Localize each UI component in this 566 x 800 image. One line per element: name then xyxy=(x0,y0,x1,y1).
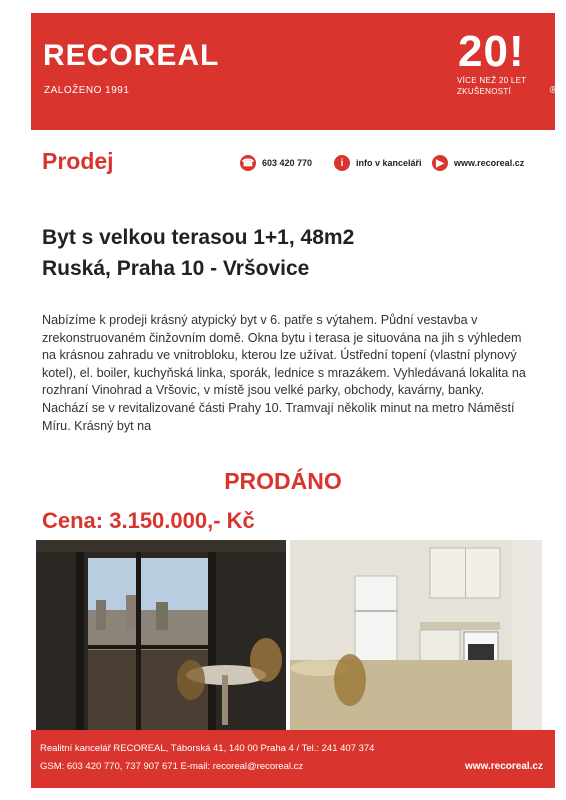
info-icon: i xyxy=(334,155,350,171)
experience-line1: VÍCE NEŽ 20 LET xyxy=(457,76,527,85)
footer-contacts: GSM: 603 420 770, 737 907 671 E-mail: recoreal@recoreal.cz xyxy=(40,761,304,772)
listing-title xyxy=(42,222,522,284)
phone-icon: ☎ xyxy=(240,155,256,171)
contact-phone[interactable] xyxy=(240,155,312,171)
experience-line2: ZKUŠENOSTÍ xyxy=(457,87,512,96)
contact-web[interactable] xyxy=(432,155,524,171)
section-heading: Prodej xyxy=(42,148,114,174)
web-link: www.recoreal.cz xyxy=(454,158,525,168)
contact-info[interactable] xyxy=(334,155,422,171)
title-line-1: Byt s velkou terasou 1+1, 48m2 xyxy=(42,226,355,249)
footer-web-link[interactable]: www.recoreal.cz xyxy=(465,761,543,772)
header-banner xyxy=(31,13,555,130)
experience-label xyxy=(457,75,547,97)
phone-number: 603 420 770 xyxy=(262,158,313,168)
listing-description: Nabízíme k prodeji krásný atypický byt v 6. patře s výtahem. Půdní vestavba v zrekonstruovaném činžovním domě. Okna bytu i terasa je situována na jih s výhledem na krásnou zahradu ve vnitrobloku, kterou lze užívat. Ústřední topení (vlastní plynový kotel), el. boiler, kuchyňská linka, sporák, lednice s mrazákem. Vyhledávaná lokalita na rozhraní Vinohrad a Vršovic, v místě jsou velké parky, obchody, kavárny, banky. Nachází se v revitalizované části Prahy 10. Tramvají několik minut na metro Náměstí Míru. Krásný byt na xyxy=(42,313,526,433)
registered-mark: ® xyxy=(549,85,557,96)
terrace-photo xyxy=(36,540,286,730)
sold-label: PRODÁNO xyxy=(224,468,342,494)
kitchen-photo xyxy=(290,540,542,730)
footer-address: Realitní kancelář RECOREAL, Táborská 41, 140 00 Praha 4 / Tel.: 241 407 374 xyxy=(40,743,375,754)
title-line-2: Ruská, Praha 10 - Vršovice xyxy=(42,257,310,280)
price-label: Cena: 3.150.000,- Kč xyxy=(42,508,255,533)
recoreal-logo: RECOREAL xyxy=(43,39,220,72)
footer-banner xyxy=(31,730,555,788)
founded-label: ZALOŽENO 1991 xyxy=(44,85,130,96)
info-label: info v kanceláři xyxy=(356,158,422,168)
twenty-years-badge: 20! xyxy=(458,27,525,76)
play-icon: ▶ xyxy=(432,155,448,171)
